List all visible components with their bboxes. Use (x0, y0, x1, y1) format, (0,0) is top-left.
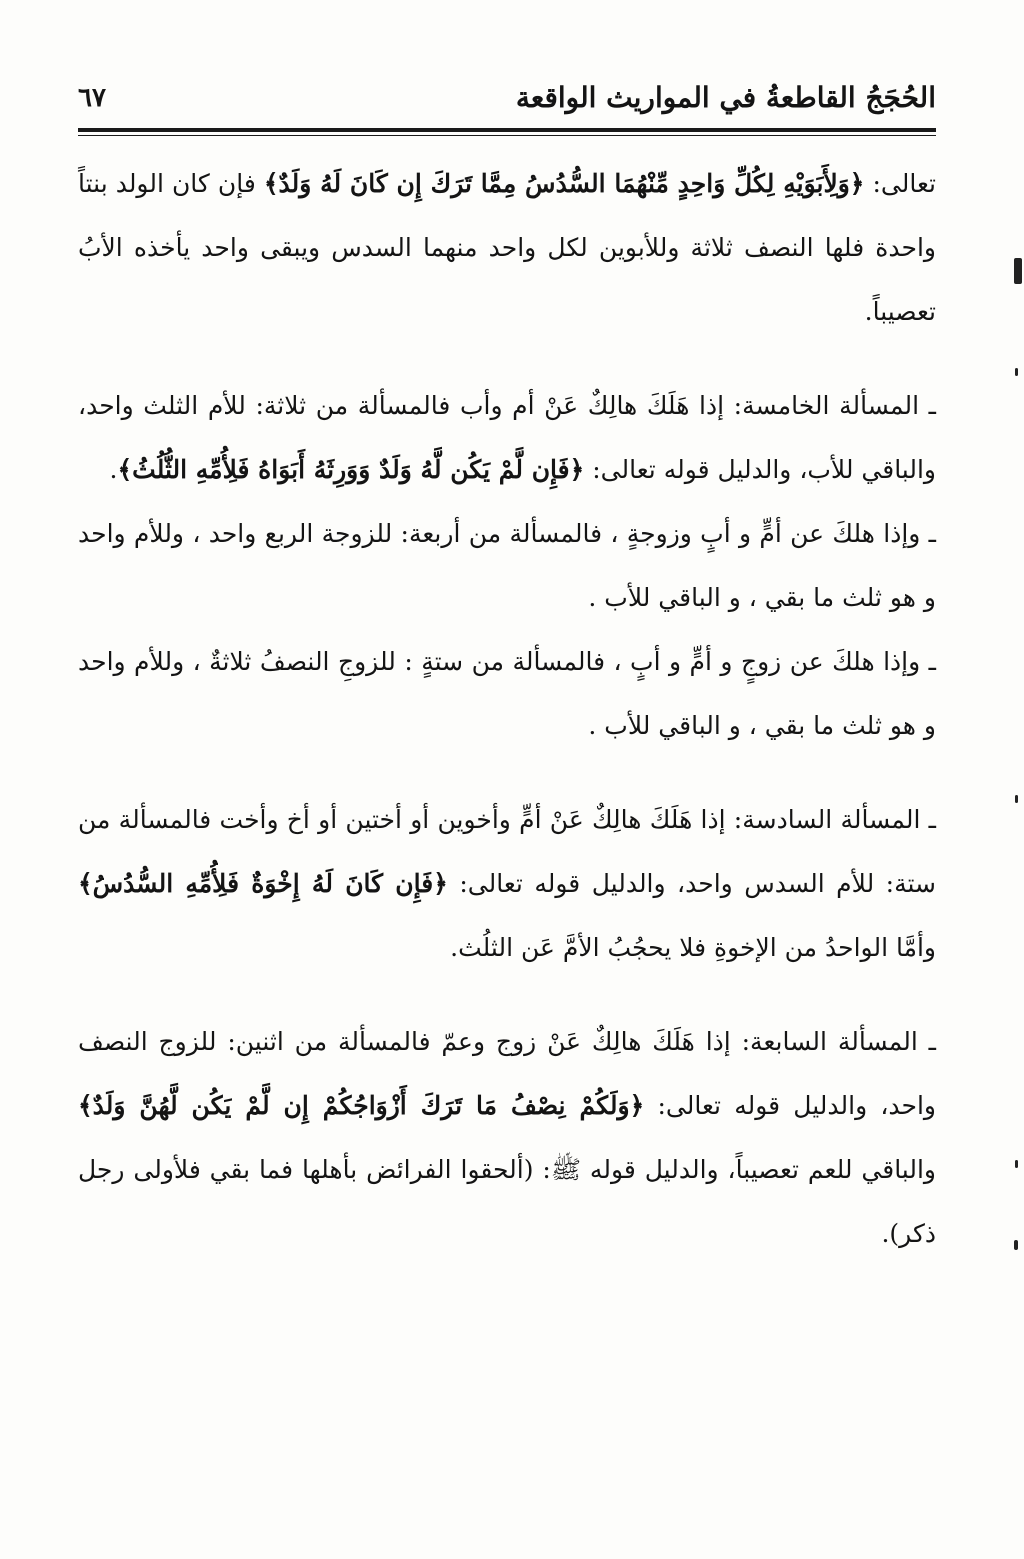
quran-quote: ﴿فَإِن لَّمْ يَكُن لَّهُ وَلَدٌ وَوَرِثَهُ أَبَوَاهُ فَلِأُمِّهِ الثُّلُثُ﴾ (117, 455, 585, 484)
paragraph-p4 (78, 630, 936, 758)
scan-mark (1014, 1240, 1018, 1250)
text-segment: تعالى: (864, 169, 936, 198)
text-segment: فإن كان الولد بنتاً واحدة فلها النصف ثلاثة وللأبوين لكل واحد منهما السدس ويبقى واحد يأخذه الأبُ تعصيباً. (78, 169, 936, 326)
page-header (78, 70, 936, 126)
page-content (78, 152, 936, 1266)
quran-quote: ﴿وَلَكُمْ نِصْفُ مَا تَرَكَ أَزْوَاجُكُمْ إِن لَّمْ يَكُن لَّهُنَّ وَلَدٌ﴾ (78, 1091, 645, 1120)
scan-mark (1015, 368, 1018, 376)
text-segment: ـ وإذا هلكَ عن زوجٍ و أمٍّ و أبٍ ، فالمسألة من ستةٍ : للزوجِ النصفُ ثلاثةٌ ، وللأم واحد و هو ثلث ما بقي ، و الباقي للأب . (78, 647, 936, 740)
paragraph-p5 (78, 788, 936, 980)
scan-mark (1015, 795, 1018, 803)
text-segment: وأمَّا الواحدُ من الإخوةِ فلا يحجُبُ الأمَّ عَن الثلُث. (450, 933, 936, 962)
paragraph-p6 (78, 1010, 936, 1266)
text-segment: ـ المسألة السادسة: إذا هَلَكَ هالِكٌ عَنْ أمٍّ وأخوين أو أختين أو أخ وأخت فالمسألة من ستة: للأم السدس واحد، والدليل قوله تعالى: (78, 805, 936, 898)
quran-quote: ﴿وَلِأَبَوَيْهِ لِكُلِّ وَاحِدٍ مِّنْهُمَا السُّدُسُ مِمَّا تَرَكَ إِن كَانَ لَهُ وَلَدٌ﴾ (263, 169, 865, 198)
text-segment: والباقي للعم تعصيباً، والدليل قوله ﷺ: (ألحقوا الفرائض بأهلها فما بقي فلأولى رجل ذكر). (78, 1155, 936, 1248)
document-page (78, 70, 936, 1510)
paragraph-p1 (78, 152, 936, 344)
header-rule-thick (78, 128, 936, 132)
book-title: الحُجَجُ القاطعةُ في المواريث الواقعة (515, 81, 936, 114)
scan-mark (1015, 1160, 1018, 1168)
text-segment: ـ المسألة الخامسة: إذا هَلَكَ هالِكٌ عَنْ أم وأب فالمسألة من ثلاثة: للأم الثلث واحد، والباقي للأب، والدليل قوله تعالى: (78, 391, 936, 484)
text-segment: . (109, 455, 118, 484)
text-segment: ـ المسألة السابعة: إذا هَلَكَ هالِكٌ عَنْ زوج وعمّ فالمسألة من اثنين: للزوج النصف واحد، والدليل قوله تعالى: (78, 1027, 937, 1120)
quran-quote: ﴿فَإِن كَانَ لَهُ إِخْوَةٌ فَلِأُمِّهِ السُّدُسُ﴾ (78, 869, 448, 898)
text-segment: ـ وإذا هلكَ عن أمٍّ و أبٍ وزوجةٍ ، فالمسألة من أربعة: للزوجة الربع واحد ، وللأم واحد و هو ثلث ما بقي ، و الباقي للأب . (78, 519, 936, 612)
paragraph-p2 (78, 374, 936, 502)
header-rule-thin (78, 135, 936, 136)
paragraph-p3 (78, 502, 936, 630)
scan-mark (1014, 258, 1022, 284)
page-number: ٦٧ (78, 83, 106, 113)
